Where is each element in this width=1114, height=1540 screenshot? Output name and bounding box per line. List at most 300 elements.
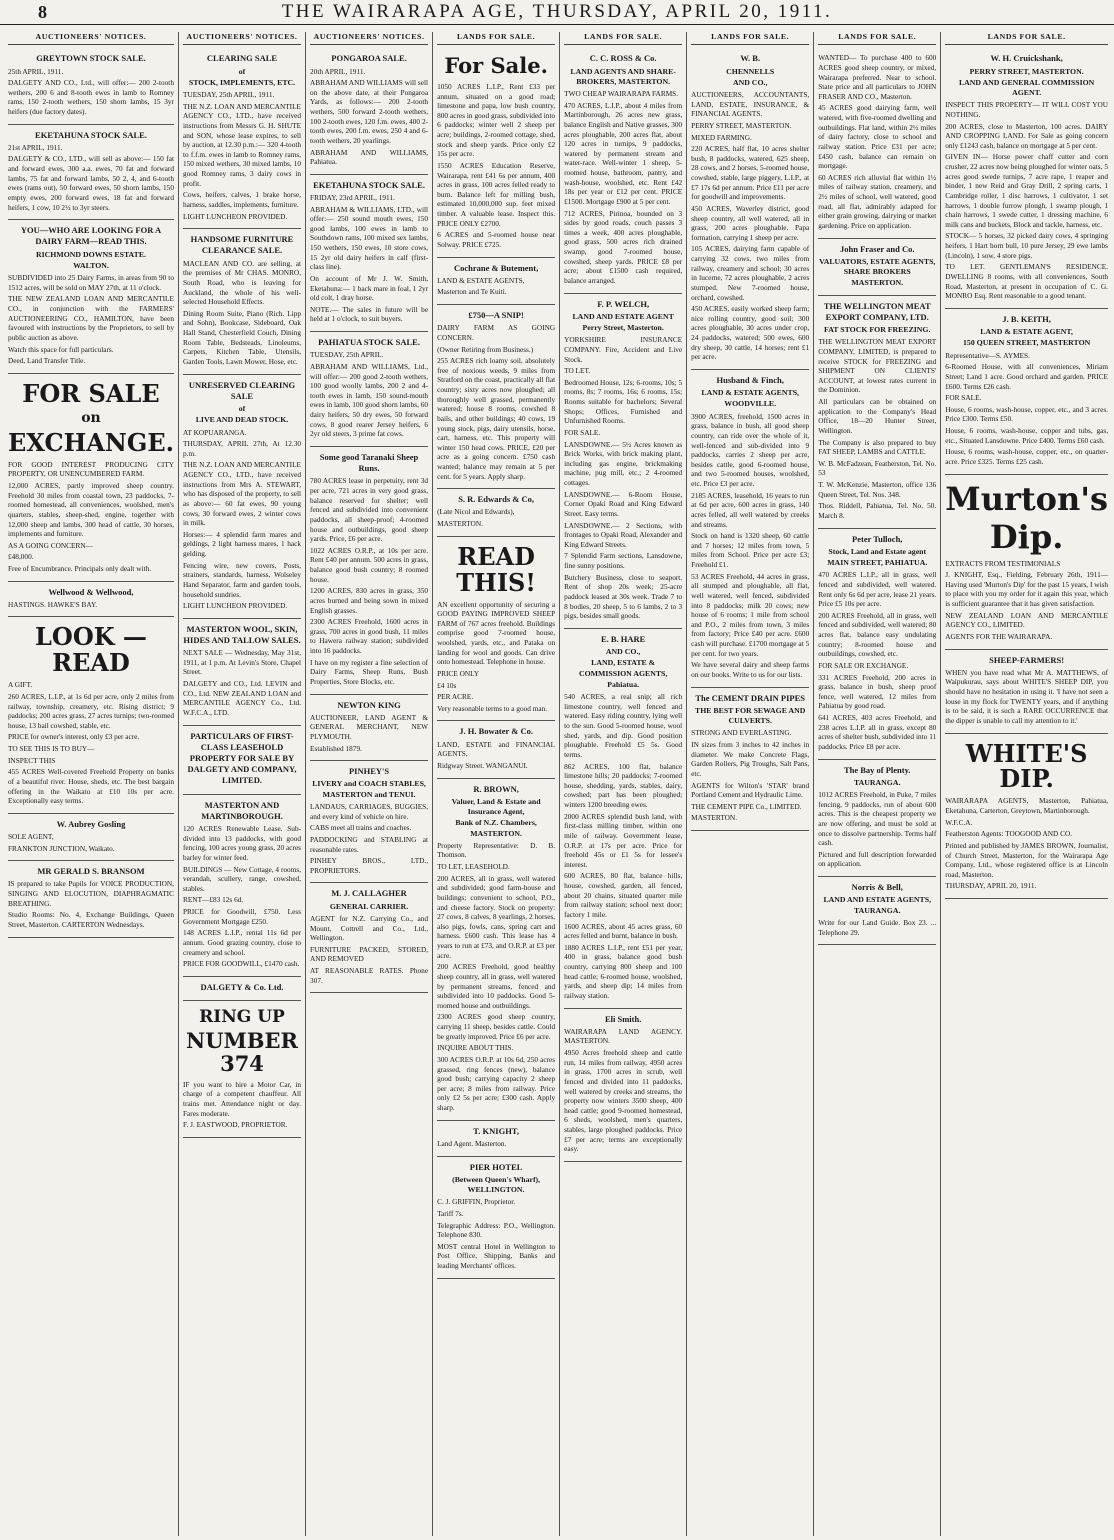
column-6 (687, 32, 814, 1536)
ad-text: WAIRARAPA LAND AGENCY. MASTERTON. (564, 1026, 683, 1046)
ad-text: YORKSHIRE INSURANCE COMPANY. Fire, Accident and Live Stock. (564, 335, 683, 364)
advertisement (818, 48, 936, 238)
ad-text: AGENT for N.Z. Carrying Co., and Mount, Cottrell and Co., Ltd., Wellington. (310, 913, 429, 943)
ad-text: DAIRY FARM AS GOING CONCERN. (437, 323, 556, 342)
ad-text: MIXED FARMING. (691, 132, 752, 142)
display-heading: FOR SALE (22, 378, 160, 408)
ad-text: SUBDIVIDED into 25 Dairy Farms, in areas from 90 to 1512 acres, will be sold on MAY 27th, at 11 o'clock. (8, 273, 174, 292)
ad-text: 450 ACRES, Waverley district, good sheep country, all well watered, all in grass, 200 acres ploughable. Papa formation, carrying 1 sheep per acre. (691, 203, 810, 242)
ad-title: GREYTOWN STOCK SALE. (36, 53, 146, 64)
ad-text: FRIDAY, 23rd APRIL, 1911. (310, 192, 395, 202)
display-heading: For Sale. (444, 53, 548, 79)
advertisement (437, 489, 555, 536)
ad-text: 12,000 ACRES, partly improved sheep country. Freehold 30 miles from coastal town, 23 paddocks, 7-roomed homestead, all conveniences, woolshed, men's quarters, stables, sheep-shed, engine, together with 12,000 sheep and lambs, 300 head of cattle, 30 horses, implements and furniture. (8, 481, 174, 539)
ad-text: Stock on hand is 1320 sheep, 60 cattle and 7 horses; 12 miles from town, 5 miles from School. Price per acre £3; Freehold £1. (691, 531, 810, 570)
ad-text: LANDAUS, CARRIAGES, BUGGIES, and every kind of vehicle on hire. (310, 802, 429, 821)
ad-title: VALUATORS, ESTATE AGENTS, SHARE BROKERS (819, 256, 936, 277)
ad-text: 1200 ACRES, 830 acres in grass, 350 acres burned and being sown in mixed English grasses. (310, 586, 429, 615)
ad-text: 862 ACRES, 100 flat, balance limestone hills; 20 paddocks; 7-roomed house, shedding, yards, stables, dairy, cowshed; part has been ploughed; winters 1200 breeding ewes. (564, 761, 683, 810)
ad-text: IS prepared to take Pupils for VOICE PRODUCTION, SINGING AND ELOCUTION, DIAPHRAGMATIC BREATHING. (8, 879, 174, 908)
advertisement (818, 760, 936, 878)
advertisement (564, 629, 682, 1009)
ad-title: THE WELLINGTON MEAT EXPORT COMPANY, LTD. (823, 300, 931, 322)
ad-text: PRICE for owner's interest, only £3 per acre. (8, 732, 140, 742)
columns (4, 32, 1112, 1536)
ad-text: ABRAHAM AND WILLIAMS, Pahiatua. (310, 147, 429, 167)
ad-text: Representative—S. AYMES. (945, 350, 1030, 360)
column-header: LANDS FOR SALE. (564, 32, 682, 45)
ad-title: LIVERY and COACH STABLES, MASTERTON and TENUI. (312, 779, 426, 799)
ad-text: PRICE for Goodwill, £750. Less Government Mortgage £250. (182, 907, 302, 926)
advertisement (183, 1001, 301, 1138)
advertisement (437, 305, 555, 489)
ad-text: 60 ACRES rich alluvial flat within 1½ miles of railway station, creamery, and 2½ miles of school, well watered, good road, all flat, admirably adapted for either grain growing, dairying or market gardening. Price on application. (818, 172, 937, 230)
display-heading: Murton's (945, 479, 1109, 518)
ad-text: T. W. McKenzie, Masterton, office 136 Queen Street, Tel. Nos. 348. (818, 480, 937, 499)
ad-title: MASTERTON. (851, 278, 904, 288)
ad-text: Dining Room Suite, Piano (Rich. Lipp and Sohn), Bookcase, Sideboard, Oak Hall Stand, Chesterfield Couch, Dining Room Table, Bedsteads, Linoleums, Carpets, Kitchen Table, Utensils, Garden Tools, Lawn Mower, Hose, etc. (182, 308, 302, 366)
ad-text: F. J. EASTWOOD, PROPRIETOR. (182, 1120, 288, 1130)
advertisement (691, 370, 809, 688)
ad-text: 2300 ACRES Freehold, 1600 acres in grass, 700 acres in good bush, 11 miles to Hawera railway station; subdivided into 16 paddocks. (310, 617, 429, 655)
ad-text: MASTERTON. (691, 813, 738, 823)
advertisement (183, 229, 301, 374)
advertisement (310, 48, 428, 174)
ad-text: House, 6 rooms, wash-house, copper and tubs, gas, etc., Situated Lansdowne. Price £400. Terms £60 cash. (945, 426, 1109, 445)
ad-title: Stock, Land and Estate agent (828, 546, 927, 556)
column-header: AUCTIONEERS' NOTICES. (310, 32, 428, 45)
ad-text: BUILDINGS — New Cottage, 4 rooms, verandah, scullery, range, cowshed, stables. (182, 864, 302, 893)
ad-text: IN sizes from 3 inches to 42 inches in diameter. We make Concrete Flags, Garden Rollers, Pig Troughs, Salt Pans, etc. (691, 740, 810, 778)
ad-text: AUCTIONEERS, ACCOUNTANTS, LAND, ESTATE, INSURANCE, & FINANCIAL AGENTS. (691, 90, 810, 119)
ad-text: CABS meet all trains and coaches. (310, 823, 412, 833)
ad-text: 4950 Acres freehold sheep and cattle run, 14 miles from railway, 4950 acres in grass, 1700 acres in scrub, well fenced and divided into 11 paddocks, well watered by creeks and streams, the property now winters 3500 sheep, 400 head cattle; good 9-roomed homestead, 6 sheds, woolshed, men's quarters, stables, large ploughed paddocks. Price £7 per acre; terms are exceptionally easy. (564, 1048, 683, 1154)
ad-text: THE WELLINGTON MEAT EXPORT COMPANY, LIMITED, is prepared to receive STOCK for FREEZING and SHIPMENT ON CLIENTS' ACCOUNT, at lowest rates current in the Dominion. (818, 337, 937, 395)
ad-text: THURSDAY, APRIL 27th, At 12.30 p.m. (182, 439, 302, 458)
advertisement (183, 619, 301, 726)
advertisement (945, 475, 1108, 650)
ad-text: 300 ACRES O.R.P. at 10s 6d, 250 acres grassed, ring fences (new), balance good bush; carrying capacity 2 sheep per acre; 8 miles from railway. Price only £2 5s per acre; £300 cash. Apply sharp. (437, 1054, 556, 1113)
ad-title: YOU—WHO ARE LOOKING FOR A DAIRY FARM—READ THIS. (20, 225, 162, 247)
ad-text: C. J. GRIFFIN, Proprietor. (437, 1197, 516, 1207)
ad-text: FOR SALE. (945, 393, 982, 403)
column-header: LANDS FOR SALE. (945, 32, 1108, 45)
advertisement (437, 258, 555, 305)
ad-text: 220 ACRES, half flat, 10 acres shelter bush, 8 paddocks, watered, 625 sheep, 28 cows, and 2 horses, 5-roomed house, cowshed, stable, large piggery, L.I.P., at £7 17s 6d per annum. Price £11 per acre for goodwill and improvements. (691, 144, 810, 202)
ad-text: 7 Splendid Farm sections, Lansdowne, fine sunny positions. (564, 551, 683, 571)
ad-title: MASTERTON WOOL, SKIN, HIDES AND TALLOW SALES. (183, 623, 301, 645)
ad-text: 540 ACRES, a real snip; all rich limestone country, well fenced and watered. Easy riding country, lying well to the sun. Good 5-roomed house, wool shed, yards, and dip. Good position ploughable. Freehold £5 5s. Good terms. (564, 692, 683, 759)
ad-text: AUCTIONEER, LAND AGENT & GENERAL MERCHANT, NEW PLYMOUTH. (310, 712, 429, 741)
ad-text: 53 ACRES Freehold, 44 acres in grass, all stumped and ploughable, all flat, well watered, well fenced, subdivided into 8 paddocks; milk 20 cows; new house of 6 rooms; 1 mile from school and P.O., 2 miles from town, 3 miles from factory; Price £40 per acre. £600 cash will purchase. £1700 mortgage at 5 per cent. for two years. (691, 571, 810, 658)
ad-text: 260 ACRES, L.I.P., at 1s 6d per acre, only 2 miles from railway, township, creamery, etc. Rising district; 9 paddocks; 200 acres grass, 27 acres turnips; two-roomed house, 13 bail cowshed, stable, etc. (8, 691, 174, 730)
ad-title: WALTON. (73, 260, 109, 270)
ad-text: WHEN you have read what Mr A. MATTHEWS, of Waipukurau, says about WHITE'S SHEEP DIP, you should have no hesitation in using it. 'I have not seen a louse in my flock for TWENTY years, and if anything is to be said, it is such a RARE OCCURRENCE that the dipper is unable to call my attention to it.' (945, 667, 1109, 725)
ad-text: 470 ACRES, L.I.P., about 4 miles from Martinborough, 26 acres new grass, balance English and Native grasses, 300 acres ploughable, 200 acres flat, about 120 acres in turnips, 9 paddocks, watered by permanent stream and water-race. Well-winter 1 sheep, 5-roomed house, bathroom, pantry, and wash-house, woolshed, etc. Rent £42 18s per year or £12 per cent. PRICE £1500. Mortgage £900 at 5 per cent. (564, 100, 683, 206)
ad-text: INSPECT THIS (8, 755, 56, 765)
advertisement (310, 695, 428, 762)
ad-text: AGENTS for Wilton's 'STAR' brand Portland Cement and Hydraulic Lime. (691, 780, 810, 800)
advertisement (8, 48, 174, 124)
ad-text: A GIFT. (8, 680, 33, 690)
ad-text: 450 ACRES, easily worked sheep farm; nice rolling country, good soil; 300 acres ploughable, 30 acres under crop, 24 paddocks, watered; 500 ewes, 600 dry sheep, 30 cattle, 14 horses; rent £1 per acre. (691, 304, 810, 362)
column-7 (814, 32, 941, 1536)
ad-title: MAIN STREET, PAHIATUA. (827, 558, 928, 568)
advertisement (564, 1009, 682, 1162)
ad-title: Wellwood & Wellwood, (48, 586, 134, 597)
ad-text: AN excellent opportunity of securing a GOOD PAYING IMPROVED SHEEP FARM of 767 acres freehold. Buildings comprise good 7-roomed house, woolshed, yards, etc., and Pataka on landing for wool and goods. Can drive onto homestead. Telephone in house. (437, 599, 556, 667)
ad-text: FURNITURE PACKED, STORED, AND REMOVED (310, 944, 429, 964)
ad-text: EXTRACTS FROM TESTIMONIALS (945, 558, 1061, 568)
ad-text: 3900 ACRES, freehold, 1500 acres in grass, balance in bush, all good sheep country, can ride over the whole of it, well-fenced and sub-divided into 9 paddocks, carries 2 sheep per acre, besides cattle, good 6-roomed house, and two 5-roomed houses, woolshed, etc. Price £3 per acre. (691, 411, 810, 489)
ad-title: FAT STOCK FOR FREEZING. (824, 325, 931, 335)
ad-title: LAND AGENTS AND SHARE-BROKERS, MASTERTON. (570, 66, 676, 86)
display-heading: READ THIS! (456, 541, 536, 597)
ad-title: of (238, 403, 246, 413)
ad-title: £750—A SNIP! (468, 310, 524, 321)
ad-title: EKETAHUNA STOCK SALE. (35, 129, 147, 140)
ad-text: Fencing wire, new covers, Posts, strainers, standards, harness, Wolseley Hand Separator, farm and garden tools, household sundries. (182, 560, 302, 599)
ad-text: Thos. Riddell, Pahiatua, Tel. No. 50. March 8. (818, 501, 937, 520)
ad-text: Write for our Land Guide. Box 23. ... Telephone 29. (818, 917, 937, 937)
ad-text: Cows, heifers, calves, 1 brake horse, harness, saddles, implements, furniture. (182, 190, 302, 209)
ad-text: THE N.Z. LOAN AND MERCANTILE AGENCY CO., LTD., have received instructions from Messrs G. H. SHUTE and SON, whose lease expires, to sell by auction, at 12.30 p.m.:— 320 4-tooth to f.f.m. ewes in lamb to Romney rams, 150 mixed wethers, 30 mixed lambs, 10 good Romney rams, 3 dairy cows in profit. (182, 101, 302, 188)
ad-title: PAHIATUA STOCK SALE. (318, 337, 420, 348)
ad-text: LAND & ESTATE AGENTS, (437, 275, 525, 285)
column-1 (4, 32, 179, 1536)
ad-text: Established 1879. (310, 743, 362, 753)
ad-text: House, 6 rooms, wash-house, copper, etc., on quarter-acre. Price £325. Terms £25 cash. (945, 447, 1109, 466)
ad-text: PADDOCKING and STABLING at reasonable rates. (310, 834, 429, 854)
ad-text: (Late Nicol and Edwards), (437, 507, 515, 517)
advertisement (818, 877, 936, 945)
ad-title: Perry Street, Masterton. (582, 323, 664, 333)
ad-title: J. B. KEITH, (1002, 313, 1051, 324)
advertisement (437, 1157, 555, 1279)
advertisement (691, 48, 809, 370)
advertisement (310, 761, 428, 883)
ad-text: LANSDOWNE.— 6-Room House, Corner Opaki Road and King Edward Street. Easy terms. (564, 489, 683, 518)
ad-text: DALGETY & CO., LTD., will sell as above:— 150 fat and forward ewes, 300 a.a. ewes, 70 fat and forward lambs, 75 fat and forward lambs, 50 2, 4, and 6-tooth ewes (rams out), 50 forward ewes, 50 shorn lambs, 150 empty ewes, 200 forward ewes, 18 fat and forward heifers, 1 cow, 10 2½ to 3yr steers. (8, 154, 174, 212)
ad-title: EKETAHUNA STOCK SALE. (313, 179, 425, 190)
ad-text: 200 ACRES Freehold, good healthy sheep country, all in grass, well watered by permanent streams, fenced and subdivided into 10 paddocks. Good 5-roomed house and outbuildings. (437, 962, 556, 1010)
display-heading: RING UP (199, 1007, 285, 1028)
ad-text: LANSDOWNE.— 5½ Acres known as Brick Works, with brick making plant, including gas engine, brickmaking machine, pug mill, etc.; 2 4-roomed cottages. (564, 439, 683, 488)
ad-text: Bedroomed House, 12s; 6-rooms, 10s; 5 rooms, 8s; 7 rooms, 16s; 6 rooms, 15s; Rooms suitable for bachelors; Several Shops; Offices, Furnished and Unfurnished Rooms. (564, 377, 683, 426)
ad-title: THE BEST FOR SEWAGE AND CULVERTS. (695, 705, 806, 726)
ad-text: £48,000. (8, 552, 34, 562)
ad-title: LAND, ESTATE & COMMISSION AGENTS, (578, 658, 668, 678)
ad-text: Horses:— 4 splendid farm mares and geldings, 2 light harness mares, 1 hack gelding. (182, 529, 302, 558)
ad-text: LIGHT LUNCHEON PROVIDED. (182, 601, 288, 611)
display-heading: Dip. (989, 518, 1064, 557)
ad-text: Watch this space for full particulars. (8, 344, 114, 354)
ad-title: The Bay of Plenty. (843, 764, 911, 775)
ad-text: THE CEMENT PIPE Co., LIMITED. (691, 801, 802, 811)
ad-text: WANTED— To purchase 400 to 600 ACRES good sheep country, or mixed, Wairarapa preferred. Near to school. State price and all particulars to JOHN FRASER AND CO., Masterton. (818, 53, 937, 101)
ad-text: W.F.C.A. (945, 817, 973, 827)
ad-text: FOR GOOD INTEREST PRODUCING CITY PROPERTY, OR UNENCUMBERED FARM. (8, 459, 174, 479)
ad-text: FRANKTON JUNCTION, Waikato. (8, 843, 115, 853)
ad-text: PRICE ONLY (437, 668, 480, 678)
advertisement (8, 125, 174, 221)
ad-text: The Company is also prepared to buy FAT SHEEP, LAMBS and CATTLE. (818, 437, 937, 457)
ad-text: 1012 ACRES Freehold, in Puke, 7 miles fencing, 9 paddocks, run of about 600 acres. This is the cheapest property we are now offering, and must be sold at once to dissolve partnership. Terms half cash. (818, 790, 937, 848)
advertisement (183, 48, 301, 229)
ad-text: Featherston Agents: TOOGOOD AND CO. (945, 829, 1073, 839)
display-heading: LOOK — READ (35, 622, 147, 678)
ad-text: MACLEAN AND CO. are selling, at the premises of Mr CHAS. MONRO, South Road, who is leaving for Auckland, the whole of his well-selected Household Effects. (182, 258, 302, 307)
ad-text: LIGHT LUNCHEON PROVIDED. (182, 211, 288, 221)
ad-text: Ridgway Street. WANGANUI. (437, 760, 528, 770)
ad-title: LAND AND GENERAL COMMISSION AGENT. (958, 77, 1095, 98)
ad-text: Printed and published by JAMES BROWN, Journalist, of Church Street, Masterton, for the Wairarapa Age Company, Ltd., whose registered office is at Lincoln road, Masterton. (945, 840, 1109, 879)
ad-title: Eli Smith. (604, 1013, 642, 1024)
ad-title: UNRESERVED CLEARING SALE (188, 379, 296, 401)
ad-text: 6-Roomed House, with all conveniences, Miriam Street; Land 1 acre. Good orchard and garden. PRICE £600. Terms £26 cash. (945, 362, 1109, 391)
ad-title: F. P. WELCH, (597, 298, 650, 309)
ad-text: Very reasonable terms to a good man. (437, 703, 548, 713)
display-heading: EXCHANGE. (8, 427, 174, 457)
ad-text: 455 ACRES Well-covered Freehold Property on banks of a beautiful river. House, sheds, etc. The best bargain offering in the Waikato at £10 10s per acre. Exceptionally easy terms. (8, 767, 174, 806)
ad-text: DALGETY AND CO., Ltd., will offer:— 200 2-tooth wethers, 200 6 and 8-tooth ewes in lamb to Romney rams, 150 2-tooth wethers, 150 shorn lambs, 15 3yr heifers (due factory dates). (8, 78, 174, 116)
advertisement (437, 48, 555, 257)
column-header: LANDS FOR SALE. (437, 32, 555, 45)
ad-text: STOCK— 5 horses, 32 picked dairy cows, 4 springing heifers, 1 Hart horn bull, 10 pure Jersey, 29 ewe lambs (Lincoln), 1 sow, 4 store pigs. (945, 231, 1109, 260)
ad-text: Land Agent. Masterton. (437, 1138, 507, 1148)
ad-title: Cochrane & Butement, (453, 262, 539, 273)
column-5 (560, 32, 687, 1536)
advertisement (564, 48, 682, 293)
advertisement (945, 734, 1108, 899)
ad-title: W. Aubrey Gosling (56, 818, 126, 829)
ad-title: CLEARING SALE (206, 53, 278, 64)
ad-text: LANSDOWNE.— 2 Sections, with frontages to Opaki Road, Alexander and King Edward Streets. (564, 520, 683, 549)
ad-text: (Owner Retiring from Business.) (437, 344, 534, 354)
ad-title: AND CO., (605, 647, 641, 657)
ad-text: 1550 ACRES Education Reserve, Wairarapa, rent £41 6s per annum, 400 acres in grass, 100 acres felled ready to burn. Balance left for milling bush, estimated 10,000,000 sup. feet mixed timber. A valuable lease. Inspect this. PRICE ONLY £2700. (437, 160, 556, 228)
ad-text: GIVEN IN— Horse power chaff cutter and corn crusher, 22 acres now being ploughed for winter oats, 5 acres good swede turnips, 7 acre rape, 1 reaper and binder, 1 new Reid and Gray Drill, 2 spring carts, 1 Cambridge roller, 1 disc harrows, 1 cultivator, 1 set harrows, 1 double furrow plough, 1 swamp plough, 1 chain harrows, 1 swede cutter, 1 dressing machine, 6 milk cans and buckets, Block and tackle, harness, etc. (945, 152, 1109, 229)
ad-text: All particulars can be obtained on application to the Company's Head Office, 18—20 Hunter Street, Wellington. (818, 397, 937, 435)
ad-text: TUESDAY, 25th APRIL, 1911. (182, 90, 275, 100)
display-heading: NUMBER 374 (186, 1028, 298, 1077)
ad-text: 148 ACRES L.I.P., rental 11s 6d per annum. Good grazing country, close to creamery and school. (182, 928, 302, 957)
ad-text: 470 ACRES L.I.P., all in grass, well fenced and subdivided, well watered. Rent only 6s 6d per acre, lease 21 years. Price £5 10s per acre. (818, 570, 937, 609)
ad-title: PERRY STREET, MASTERTON. (969, 66, 1084, 76)
ad-text: I have on my register a fine selection of Dairy Farms, Sheep Runs, Bush Properties, Store Blocks, etc. (310, 657, 429, 686)
ad-title: CHENNELLS (726, 66, 775, 76)
ad-text: 712 ACRES, Pirinoa, bounded on 3 sides by good roads, couch passes 3 times a week, 400 acres ploughable, good grass, 500 acres rich drained swamp, good 7-roomed house, cowshed, sheep yards. PRICE £8 per acre; about £1500 cash required, balance arranged. (564, 208, 683, 285)
column-3 (306, 32, 433, 1536)
ad-text: TO SEE THIS IS TO BUY— (8, 744, 95, 754)
ad-text: 2185 ACRES, leasehold, 16 years to run at 6d per acre, 600 acres in grass, 140 acres felled, all well watered by creeks and streams. (691, 490, 810, 529)
ad-text: FOR SALE. (564, 427, 601, 437)
advertisement (310, 332, 428, 447)
ad-title: Valuer, Land & Estate and Insurance Agent, (451, 796, 541, 817)
ad-text: SOLE AGENT, (8, 832, 54, 842)
ad-title: MR GERALD S. BRANSOM (37, 866, 145, 877)
ad-title: STOCK, IMPLEMENTS, ETC. (188, 77, 296, 87)
ad-text: Deed, Land Transfer Title. (8, 356, 86, 366)
ad-text: PRICE FOR GOODWILL, £1470 cash. (182, 959, 300, 969)
ad-text: ABRAHAM & WILLIAMS, LTD., will offer:— 250 sound mouth ewes, 150 good lambs, 100 ewes in lamb to Southdown rams, 100 mixed sex lambs, 150 wethers, 150 ewes, 10 store cows, 15 2yr old dairy heifers in calf (first-class line). (310, 204, 429, 272)
ad-title: T. KNIGHT, (473, 1125, 519, 1136)
ad-text: 1600 ACRES, about 45 acres grass, 60 acres felled and burnt, balance in bush. (564, 921, 683, 941)
advertisement (183, 977, 301, 1001)
ad-text: IF you want to hire a Motor Car, in charge of a competent chauffeur. All trains met. Attendance night or day. Fares moderate. (182, 1079, 302, 1118)
ad-title: S. R. Edwards & Co, (458, 494, 534, 505)
ad-text: Free of Encumbrance. Principals only dealt with. (8, 564, 152, 574)
ad-text: AT REASONABLE RATES. Phone 307. (310, 966, 429, 985)
ad-title: C. C. ROSS & Co. (589, 53, 657, 64)
advertisement (945, 48, 1108, 309)
ad-text: NEW ZEALAND LOAN AND MERCANTILE AGENCY CO., LIMITED. (945, 610, 1109, 630)
ad-title: LIVE AND DEAD STOCK. (195, 415, 289, 425)
ad-text: 2300 ACRES good sheep country, carrying 11 sheep, besides cattle. Could be greatly improved. Price £6 per acre. (437, 1012, 556, 1041)
ad-title: R. BROWN, (473, 783, 519, 794)
ad-title: LAND AND ESTATE AGENT (572, 311, 674, 321)
ad-title: TAURANGA. (854, 777, 901, 787)
ad-title: Pahiatua. (607, 679, 640, 689)
advertisement (8, 861, 174, 937)
advertisement (437, 1121, 555, 1157)
ad-text: J. KNIGHT, Esq., Fielding, February 26th, 1911— Having used 'Murton's Dip' for the past 15 years, I wish to place with you my order for it again this year, which is sufficient guarantee that it has given satisfaction. (945, 570, 1109, 609)
advertisement (8, 374, 174, 582)
advertisement (8, 617, 174, 813)
ad-text: 21st APRIL, 1911. (8, 142, 63, 152)
column-8 (941, 32, 1112, 1536)
ad-text: 641 ACRES, 403 acres Freehold, and 238 acres L.I.P. all in grass, except 80 acres of shelter bush, subdivided into 11 paddocks. Price £8 per acre. (818, 713, 937, 751)
column-4 (433, 32, 560, 1536)
ad-text: 200 ACRES Freehold, all in grass, well fenced and subdivided, well watered; 80 acres flat, balance easy undulating country; 8-roomed house and outbuildings, cowshed, etc. (818, 610, 937, 659)
ad-text: 1050 ACRES L.I.P., Rent £33 per annum, situated on a good road; limestone and papa, low bush country, 800 acres in good grass, subdivided into 6 paddocks; winter well 2 sheep per acre; buildings, 2-roomed cottage, shed, stock and sheep yards. Price only £2 15s per acre. (437, 81, 556, 159)
ad-text: TWO CHEAP WAIRARAPA FARMS. (564, 89, 679, 99)
ad-text: ABRAHAM AND WILLIAMS will sell on the above date, at their Pongaroa Yards, as follows:— 200 2-tooth wethers, 500 forward 2-tooth wethers, 100 2-tooth ewes, 120 f.m. ewes, 400 2-tooth ewes, 200 f.m. ewes, 250 4 and 6-tooth wethers, 20 yearlings. (310, 78, 429, 145)
ad-text: NOTE.— The sales in future will be held at 1 o'clock, to suit buyers. (310, 304, 429, 324)
advertisement (8, 814, 174, 861)
ad-text: STRONG AND EVERLASTING. (691, 728, 792, 738)
advertisement (310, 175, 428, 332)
ad-title: The CEMENT DRAIN PIPES (695, 692, 806, 703)
ad-text: 255 ACRES rich loamy soil, absolutely free of noxious weeds, 9 miles from Stratford on the coast, practically all flat country; sixty acres now ploughed; all thoroughly well grassed, permanently watered; house 8 rooms, cowshed 8 bails, and other buildings; 40 cows, 19 young stock, pigs, dairy utensils, horse, cart, harness, etc. This property will winter 150 head cows. PRICE, £20 per acre as a going concern. £750 cash wanted; balance may remain at 5 per cent. for 5 years. Apply sharp. (437, 356, 556, 481)
ad-text: 331 ACRES Freehold, 200 acres in grass, balance in bush, sheep proof fence, well watered, 12 miles from Pahiatua by good road. (818, 672, 937, 711)
ad-text: Telegraphic Address: P.O., Wellington. Telephone 830. (437, 1220, 556, 1240)
column-header: AUCTIONEERS' NOTICES. (183, 32, 301, 45)
ad-text: WAIRARAPA AGENTS, Masterton, Pahiatua, Eketahuna, Carterton, Greytown, Martinborough. (945, 796, 1109, 815)
ad-text: 200 ACRES, close to Masterton, 100 acres. DAIRY AND CROPPING LAND. For Sale as going concern only £1243 cash, balance on mortgage at 5 per cent. (945, 121, 1109, 150)
ad-title: LAND & ESTATE AGENTS, (701, 388, 800, 398)
advertisement (818, 239, 936, 296)
masthead (0, 0, 1114, 25)
ad-title: RICHMOND DOWNS ESTATE. (36, 249, 146, 259)
ad-title: SHEEP-FARMERS! (989, 654, 1065, 665)
ad-title: PARTICULARS OF FIRST-CLASS LEASEHOLD PROPERTY FOR SALE BY DALGETY AND COMPANY, LIMITED. (187, 730, 297, 786)
ad-text: INQUIRE ABOUT THIS. (437, 1043, 514, 1053)
ad-title: AND CO., (732, 77, 768, 87)
ad-text: MOST central Hotel in Wellington to Post Office, Shipping, Banks and leading Merchants' offices. (437, 1241, 556, 1271)
ad-text: RENT—£83 12s 6d. (182, 895, 244, 905)
ad-text: TUESDAY, 25th APRIL. (310, 350, 384, 360)
ad-title: W. H. Cruickshank, (990, 53, 1063, 64)
ad-text: 6 ACRES and 5-roomed house near Solway. PRICE £725. (437, 230, 556, 249)
ad-title: Peter Tulloch, (852, 533, 903, 544)
ad-text: House, 6 rooms, wash-house, copper, etc., and 3 acres. Price £300. Terms £50. (945, 404, 1109, 424)
ad-text: Property Representative: D. B. Thomson. (437, 840, 556, 860)
ad-text: TO LET. (564, 366, 591, 376)
advertisement (310, 883, 428, 993)
column-2 (179, 32, 306, 1536)
ad-text: THE NEW ZEALAND LOAN AND MERCANTILE CO., in conjunction with the FARMERS' AUCTIONEERING CO., HAMILTON, have been favoured with instructions by the Proprietors, to sell by public auction as above. (8, 294, 174, 342)
ad-text: 20th APRIL, 1911. (310, 66, 366, 76)
ad-text: AGENTS FOR THE WAIRARAPA. (945, 631, 1053, 641)
advertisement (310, 447, 428, 695)
column-header: AUCTIONEERS' NOTICES. (8, 32, 174, 45)
ad-text: AS A GOING CONCERN— (8, 540, 93, 550)
ad-title: NEWTON KING (337, 699, 401, 710)
ad-title: DALGETY & Co. Ltd. (200, 981, 284, 992)
display-heading: on (81, 409, 101, 426)
advertisement (945, 309, 1108, 475)
ad-text: PINHEY BROS., LTD., PROPRIETORS. (310, 856, 429, 875)
ad-text: Studio Rooms: No. 4, Exchange Buildings, Queen Street, Masterton. CARTERTON Wednesdays. (8, 910, 174, 929)
ad-title: WOODVILLE. (724, 399, 777, 409)
advertisement (437, 721, 555, 778)
ad-text: Butchery Business, close to seaport. Rent of shop 20s week; 25-acre paddock leased at 30s week. Trade 7 to 8 bodies, 20 sheep, 5 to 6 lambs, 2 to 3 pigs, besides small goods. (564, 572, 683, 621)
ad-text: FOR SALE OR EXCHANGE. (818, 660, 909, 670)
ad-title: E. B. HARE (600, 633, 646, 644)
page-number: 8 (38, 2, 47, 22)
ad-title: HANDSOME FURNITURE CLEARANCE SALE. (190, 234, 294, 256)
ad-title: Bank of N.Z. Chambers, MASTERTON. (455, 818, 537, 838)
advertisement (564, 294, 682, 629)
ad-text: AT KOPUARANGA. (182, 427, 247, 437)
ad-text: TO LET, LEASEHOLD. (437, 862, 510, 872)
ad-title: LAND & ESTATE AGENT, (980, 327, 1073, 337)
ad-text: Pictured and full description forwarded on application. (818, 849, 937, 869)
advertisement (183, 726, 301, 795)
advertisement (8, 582, 174, 618)
ad-text: INSPECT THIS PROPERTY— IT WILL COST YOU NOTHING. (945, 100, 1109, 119)
ad-text: 2000 ACRES splendid bush land, with first-class milling timber, within one mile of railway. Government lease, O.R.P. at 17s per acre. Price for freehold 45s or £1 5s for lessee's interest. (564, 811, 683, 869)
ad-text: 120 ACRES Renewable Lease. Sub-divided into 13 paddocks, with good fencing, 100 acres young grass, 20 acres barley for winter feed. (182, 824, 302, 862)
ad-text: PERRY STREET, MASTERTON. (691, 120, 792, 130)
advertisement (437, 537, 555, 722)
ad-text: 600 ACRES, 80 flat, balance hills, house, cowshed, garden, all fenced, about 20 chains, situated quarter mile from railway station; school next door; factory 1 mile. (564, 871, 683, 919)
advertisement (183, 795, 301, 977)
ad-text: THE N.Z. LOAN AND MERCANTILE AGENCY CO., LTD., have received instructions from Mrs A. STEWART, who has disposed of the property, to sell as above:— 60 fat ewes, 90 young cows, 30 forward ewes, 2 winter cows in milk. (182, 460, 302, 528)
advertisement (691, 688, 809, 831)
ad-text: On account of Mr J. W. Smith, Eketahuna:— 1 back mare in foal, 1 2yr old colt, 1 dray horse. (310, 273, 429, 303)
ad-title: Norris & Bell, (851, 882, 903, 893)
ad-text: 1022 ACRES O.R.P., at 10s per acre. Rent £40 per annum. 500 acres in grass, balance good bush country; 8 roomed house. (310, 545, 429, 584)
page-headline: THE WAIRARAPA AGE, THURSDAY, APRIL 20, 1911. (281, 1, 833, 22)
ad-title: Some good Taranaki Sheep Runs. (319, 451, 419, 474)
ad-title: PIER HOTEL (469, 1161, 523, 1172)
ad-text: 45 ACRES good dairying farm, well watered, with five-roomed dwelling and outbuildings. Flat land, within 2½ miles of dairy factory, close to school and railway station. Price £31 per acre; £450 cash, balance can remain on mortgage. (818, 103, 937, 171)
ad-text: 1880 ACRES L.I.P., rent £51 per year, 400 in grass, balance good bush country, carrying 800 sheep and 100 head cattle; 6-roomed house, woolshed, yards, and sheep dip; 14 miles from railway station. (564, 942, 683, 1000)
ad-text: HASTINGS. HAWKE'S BAY. (8, 599, 98, 609)
ad-title: 150 QUEEN STREET, MASTERTON (963, 338, 1091, 348)
ad-title: PINHEY'S (348, 766, 390, 777)
ad-text: 200 ACRES, all in grass, well watered and subdivided; good farm-house and buildings; convenient to school, P.O., and cheese factory. Stock on property: 27 cows, 8 calves, 8 yearlings, 2 horses, also pigs, fowls, cans, spring cart and harness. £600 cash. This lease has 4 years to run at £73, and O.R.P. at £3 per acre. (437, 873, 556, 960)
advertisement (818, 529, 936, 760)
advertisement (437, 779, 555, 1121)
display-heading: WHITE'S DIP. (965, 738, 1088, 794)
ad-title: LAND AND ESTATE AGENTS, TAURANGA. (823, 895, 932, 915)
ad-text: W. B. McFadzean, Featherston, Tel. No. 53 (818, 458, 937, 478)
ad-text: LAND, ESTATE and FINANCIAL AGENTS, (437, 739, 556, 759)
ad-title: M. J. CALLAGHER (331, 888, 407, 899)
